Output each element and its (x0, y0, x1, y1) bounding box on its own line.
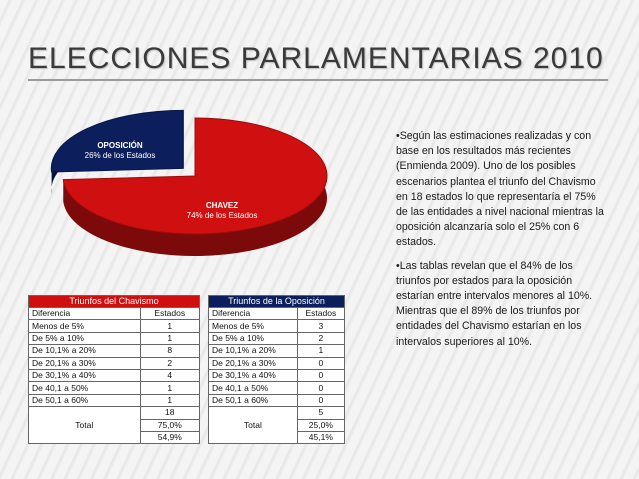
table-cell: 0 (297, 369, 344, 381)
table-cell: De 30,1% a 40% (29, 369, 141, 381)
table-cell: De 20,1% a 30% (209, 357, 298, 369)
total-cell: 45,1% (297, 431, 344, 443)
table-cell: De 50,1 a 60% (209, 394, 298, 406)
total-cell: 54,9% (140, 431, 199, 443)
table-row (209, 407, 345, 419)
table-row (209, 320, 345, 332)
analysis-text (396, 129, 604, 358)
table-cell: 3 (297, 320, 344, 332)
slice-sublabel-oposicion: 26% de los Estados (84, 151, 156, 160)
table-cell: 1 (140, 332, 199, 344)
table-cell: De 40,1 a 50% (209, 382, 298, 394)
table-cell: 0 (297, 357, 344, 369)
table-cell: De 30,1% a 40% (209, 369, 298, 381)
table-cell: 1 (140, 394, 199, 406)
table-cell: 2 (140, 357, 199, 369)
table-cell: Menos de 5% (209, 320, 298, 332)
slice-label-chavez: CHAVEZ (205, 201, 239, 210)
page-title: ELECCIONES PARLAMENTARIAS 2010 (28, 42, 604, 75)
table-cell: De 40,1 a 50% (29, 382, 141, 394)
table-row (209, 382, 345, 394)
table-row (209, 394, 345, 406)
table-header: Diferencia (29, 308, 141, 320)
table-cell: De 5% a 10% (29, 332, 141, 344)
table-cell: De 20,1% a 30% (29, 357, 141, 369)
total-cell: 18 (140, 407, 199, 419)
table-oposicion-title: Triunfos de la Oposición (209, 296, 345, 308)
table-row (29, 394, 200, 406)
total-cell: 25,0% (297, 419, 344, 431)
pie-chart (50, 108, 340, 288)
table-cell: De 5% a 10% (209, 332, 298, 344)
analysis-paragraph-1: •Según las estimaciones realizadas y con base en los resultados más recientes (Enmienda 2009). Uno de los posibles escenarios plantea el triunfo del Chavismo en 18 estados lo que representaría el 75% de las entidades a nivel nacional mientras la oposición alcanzaría solo el 25% con 6 estados. (396, 130, 604, 249)
table-cell: De 10,1% a 20% (29, 345, 141, 357)
title-underline (28, 79, 608, 81)
table-row (209, 332, 345, 344)
table-row (29, 357, 200, 369)
total-cell: 75,0% (140, 419, 199, 431)
table-cell: 4 (140, 369, 199, 381)
table-cell: De 10,1% a 20% (209, 345, 298, 357)
table-cell: 8 (140, 345, 199, 357)
table-cell: 1 (140, 382, 199, 394)
total-label: Total (29, 407, 141, 444)
table-cell: 1 (140, 320, 199, 332)
table-chavismo (28, 295, 200, 444)
slice-label-oposicion: OPOSICIÓN (97, 141, 143, 150)
table-cell: 1 (297, 345, 344, 357)
slice-sublabel-chavez: 74% de los Estados (186, 211, 258, 220)
table-row (29, 345, 200, 357)
table-cell: 0 (297, 394, 344, 406)
table-row (209, 357, 345, 369)
table-row (29, 320, 200, 332)
analysis-paragraph-2: •Las tablas revelan que el 84% de los triunfos por estados para la oposición estarían entre intervalos menores al 10%. Mientras que el 89% de los triunfos por entidades del Chavismo estarían en los intervalos superiores al 10%. (396, 259, 593, 348)
table-row (209, 369, 345, 381)
table-cell: De 50,1 a 60% (29, 394, 141, 406)
table-row (29, 382, 200, 394)
table-chavismo-title: Triunfos del Chavismo (29, 296, 200, 308)
table-cell: Menos de 5% (29, 320, 141, 332)
table-cell: 0 (297, 382, 344, 394)
table-row (29, 332, 200, 344)
table-header: Diferencia (209, 308, 298, 320)
table-cell: 2 (297, 332, 344, 344)
table-row (29, 369, 200, 381)
table-oposicion (208, 295, 345, 444)
total-label: Total (209, 407, 298, 444)
table-row (29, 407, 200, 419)
table-row (209, 345, 345, 357)
table-header: Estados (140, 308, 199, 320)
table-header: Estados (297, 308, 344, 320)
total-cell: 5 (297, 407, 344, 419)
